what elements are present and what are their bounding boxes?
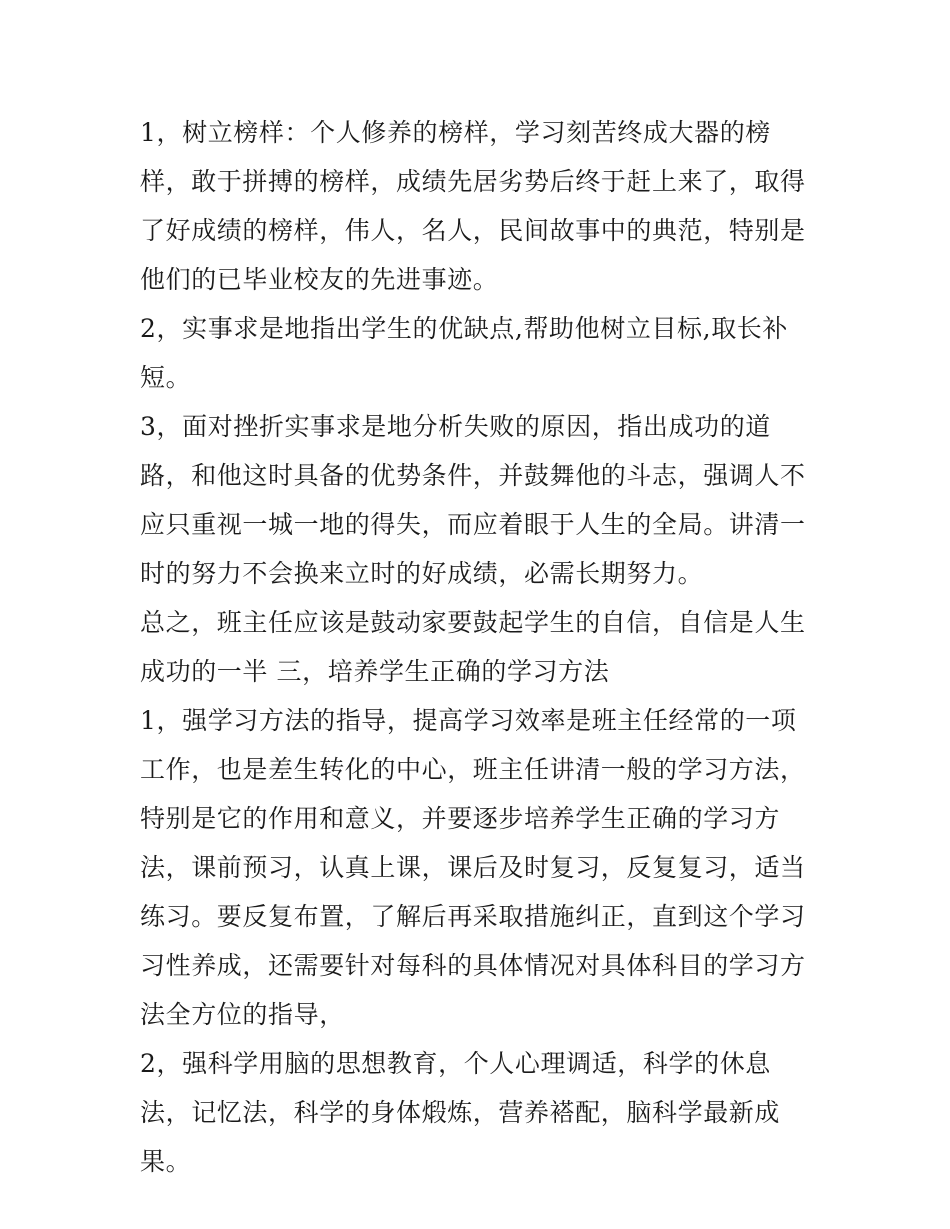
paragraph-scientific-brain-use: 2，强科学用脑的思想教育，个人心理调适，科学的休息法，记忆法，科学的身体煅炼，营养褡配，脑科学最新成果。 — [140, 1049, 781, 1176]
paragraph-study-methods: 1，强学习方法的指导，提高学习效率是班主任经常的一项工作，也是差生转化的中心，班主任讲清一般的学习方法，特别是它的作用和意义，并要逐步培养学生正确的学习方法，课前预习，认真上课，课后及时复习，反复复习，适当练习。要反复布置，了解后再采取措施纠正，直到这个学习习性养成，还需要针对每科的具体情况对具体科目的学习方法全方位的指导， — [140, 706, 806, 1029]
paragraph-role-models: 1，树立榜样：个人修养的榜样，学习刻苦终成大器的榜样，敢于拼搏的榜样，成绩先居劣势后终于赶上来了，取得了好成绩的榜样，伟人，名人，民间故事中的典范，特别是他们的已毕业校友的先进事迹。 — [140, 118, 806, 294]
paragraph-facing-setbacks: 3，面对挫折实事求是地分析失败的原因，指出成功的道路，和他这时具备的优势条件，并鼓舞他的斗志，强调人不应只重视一城一地的得失，而应着眼于人生的全局。讲清一时的努力不会换来立时的好成绩，必需长期努力。 — [140, 412, 806, 588]
paragraph-summary-confidence: 总之，班主任应该是鼓动家要鼓起学生的自信，自信是人生成功的一半 三，培养学生正确的学习方法 — [140, 608, 806, 686]
paragraph-strengths-weaknesses: 2，实事求是地指出学生的优缺点,帮助他树立目标,取长补短。 — [140, 314, 789, 392]
